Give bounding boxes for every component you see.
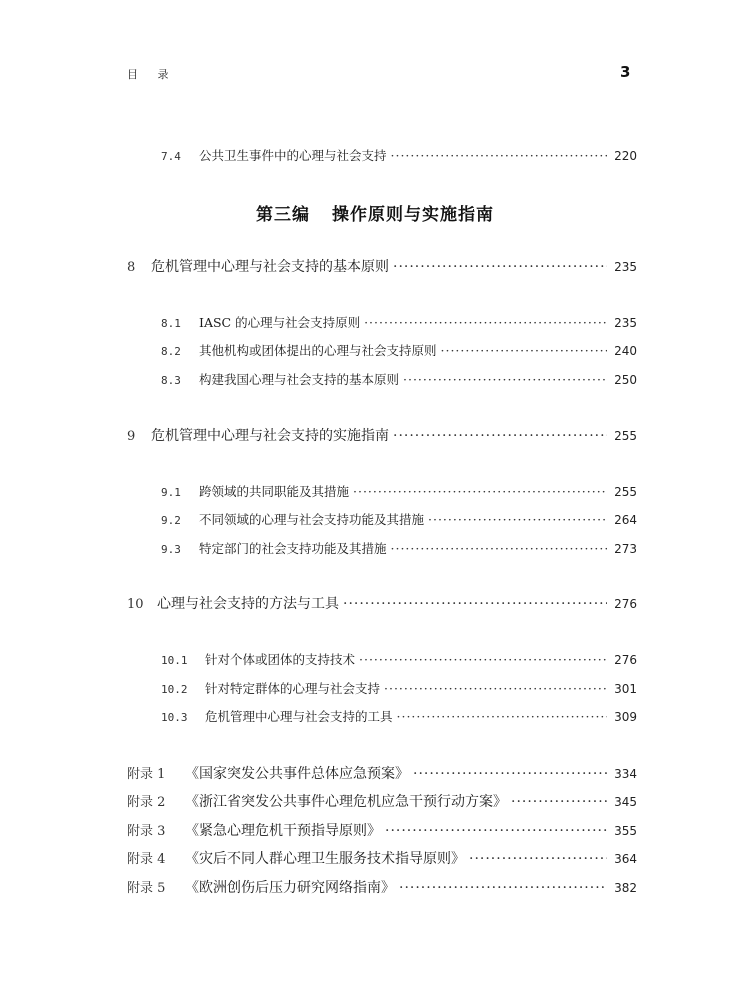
toc-entry-number: 附录 3 xyxy=(127,824,166,839)
toc-entry-number: 8.1 xyxy=(161,317,181,330)
toc-entry-8-2[interactable] xyxy=(161,341,637,359)
dot-leader xyxy=(441,343,607,358)
toc-entry-page: 355 xyxy=(614,824,637,838)
toc-appendix-1[interactable] xyxy=(127,763,637,783)
toc-entry-10-1[interactable] xyxy=(161,650,637,668)
part-heading xyxy=(0,200,750,225)
toc-entry-title: 《浙江省突发公共事件心理危机应急干预行动方案》 xyxy=(185,794,507,810)
dot-leader xyxy=(469,851,607,867)
dot-leader xyxy=(403,372,607,387)
toc-entry-title: 危机管理中心理与社会支持的工具 xyxy=(205,709,393,724)
toc-entry-title: 构建我国心理与社会支持的基本原则 xyxy=(199,372,400,387)
toc-entry-10-3[interactable] xyxy=(161,707,637,725)
dot-leader xyxy=(393,259,607,275)
toc-entry-page: 240 xyxy=(614,344,637,358)
toc-entry-9-3[interactable] xyxy=(161,539,637,557)
toc-entry-number: 10.1 xyxy=(161,654,188,667)
toc-entry-page: 345 xyxy=(614,795,637,809)
toc-entry-page: 250 xyxy=(614,373,637,387)
dot-leader xyxy=(511,794,607,810)
toc-entry-page: 255 xyxy=(614,485,637,499)
toc-entry-9-2[interactable] xyxy=(161,510,637,528)
toc-entry-number: 10 xyxy=(127,597,144,612)
toc-entry-title: 针对特定群体的心理与社会支持 xyxy=(205,681,381,696)
toc-entry-page: 309 xyxy=(614,710,637,724)
toc-entry-10-2[interactable] xyxy=(161,679,637,697)
dot-leader xyxy=(359,652,607,667)
toc-entry-page: 276 xyxy=(614,653,637,667)
dot-leader xyxy=(413,766,607,782)
dot-leader xyxy=(391,541,607,556)
toc-entry-title: 其他机构或团体提出的心理与社会支持原则 xyxy=(199,343,437,358)
toc-entry-page: 235 xyxy=(614,260,637,274)
toc-entry-page: 276 xyxy=(614,597,637,611)
dot-leader xyxy=(384,681,607,696)
toc-chapter-8[interactable] xyxy=(127,256,637,276)
toc-entry-title: 心理与社会支持的方法与工具 xyxy=(157,596,339,612)
toc-entry-number: 9.3 xyxy=(161,543,181,556)
toc-entry-number: 附录 5 xyxy=(127,881,166,896)
toc-entry-title: 跨领域的共同职能及其措施 xyxy=(199,484,350,499)
toc-entry-number: 9.1 xyxy=(161,486,181,499)
dot-leader xyxy=(353,484,607,499)
page-number: 3 xyxy=(620,63,631,81)
running-head xyxy=(0,0,750,120)
toc-entry-number: 附录 1 xyxy=(127,767,166,782)
toc-entry-page: 264 xyxy=(614,513,637,527)
toc-entry-number: 10.3 xyxy=(161,711,188,724)
toc-entry-number: 8.2 xyxy=(161,345,181,358)
part-title: 操作原则与实施指南 xyxy=(332,205,494,225)
toc-entry-title: 《灾后不同人群心理卫生服务技术指导原则》 xyxy=(185,851,465,867)
toc-entry-title: IASC 的心理与社会支持原则 xyxy=(199,315,361,330)
dot-leader xyxy=(428,512,607,527)
toc-entry-page: 220 xyxy=(614,149,637,163)
toc-entry-page: 334 xyxy=(614,767,637,781)
toc-appendix-3[interactable] xyxy=(127,820,637,840)
toc-appendix-5[interactable] xyxy=(127,877,637,897)
running-head-label: 目 录 xyxy=(127,68,177,81)
part-label: 第三编 xyxy=(256,205,310,225)
toc-entry-9-1[interactable] xyxy=(161,482,637,500)
toc-entry-title: 《欧洲创伤后压力研究网络指南》 xyxy=(185,880,395,896)
dot-leader xyxy=(385,823,607,839)
toc-entry-number: 附录 2 xyxy=(127,795,166,810)
toc-chapter-9[interactable] xyxy=(127,425,637,445)
toc-appendix-4[interactable] xyxy=(127,848,637,868)
toc-entry-page: 255 xyxy=(614,429,637,443)
dot-leader xyxy=(343,596,607,612)
toc-entry-page: 382 xyxy=(614,881,637,895)
toc-entry-8-1[interactable] xyxy=(161,313,637,331)
dot-leader xyxy=(393,428,607,444)
dot-leader xyxy=(397,709,607,724)
dot-leader xyxy=(364,315,607,330)
toc-entry-title: 特定部门的社会支持功能及其措施 xyxy=(199,541,387,556)
toc-entry-page: 301 xyxy=(614,682,637,696)
toc-chapter-10[interactable] xyxy=(127,593,637,613)
toc-entry-number: 7.4 xyxy=(161,150,181,163)
dot-leader xyxy=(391,148,607,163)
toc-entry-page: 364 xyxy=(614,852,637,866)
toc-entry-title: 《国家突发公共事件总体应急预案》 xyxy=(185,766,409,782)
toc-entry-8-3[interactable] xyxy=(161,370,637,388)
toc-appendix-2[interactable] xyxy=(127,791,637,811)
toc-entry-page: 273 xyxy=(614,542,637,556)
toc-entry-title: 《紧急心理危机干预指导原则》 xyxy=(185,823,381,839)
toc-entry-7-4[interactable] xyxy=(161,146,637,164)
toc-entry-number: 8 xyxy=(127,260,136,275)
toc-entry-number: 8.3 xyxy=(161,374,181,387)
toc-entry-title: 危机管理中心理与社会支持的实施指南 xyxy=(151,428,389,444)
toc-entry-number: 附录 4 xyxy=(127,852,166,867)
toc-entry-title: 危机管理中心理与社会支持的基本原则 xyxy=(151,259,389,275)
toc-entry-page: 235 xyxy=(614,316,637,330)
toc-entry-title: 针对个体或团体的支持技术 xyxy=(205,652,356,667)
toc-entry-title: 公共卫生事件中的心理与社会支持 xyxy=(199,148,387,163)
toc-entry-number: 9.2 xyxy=(161,514,181,527)
toc-entry-number: 10.2 xyxy=(161,683,188,696)
toc-entry-number: 9 xyxy=(127,429,136,444)
toc-entry-title: 不同领域的心理与社会支持功能及其措施 xyxy=(199,512,425,527)
dot-leader xyxy=(399,880,607,896)
